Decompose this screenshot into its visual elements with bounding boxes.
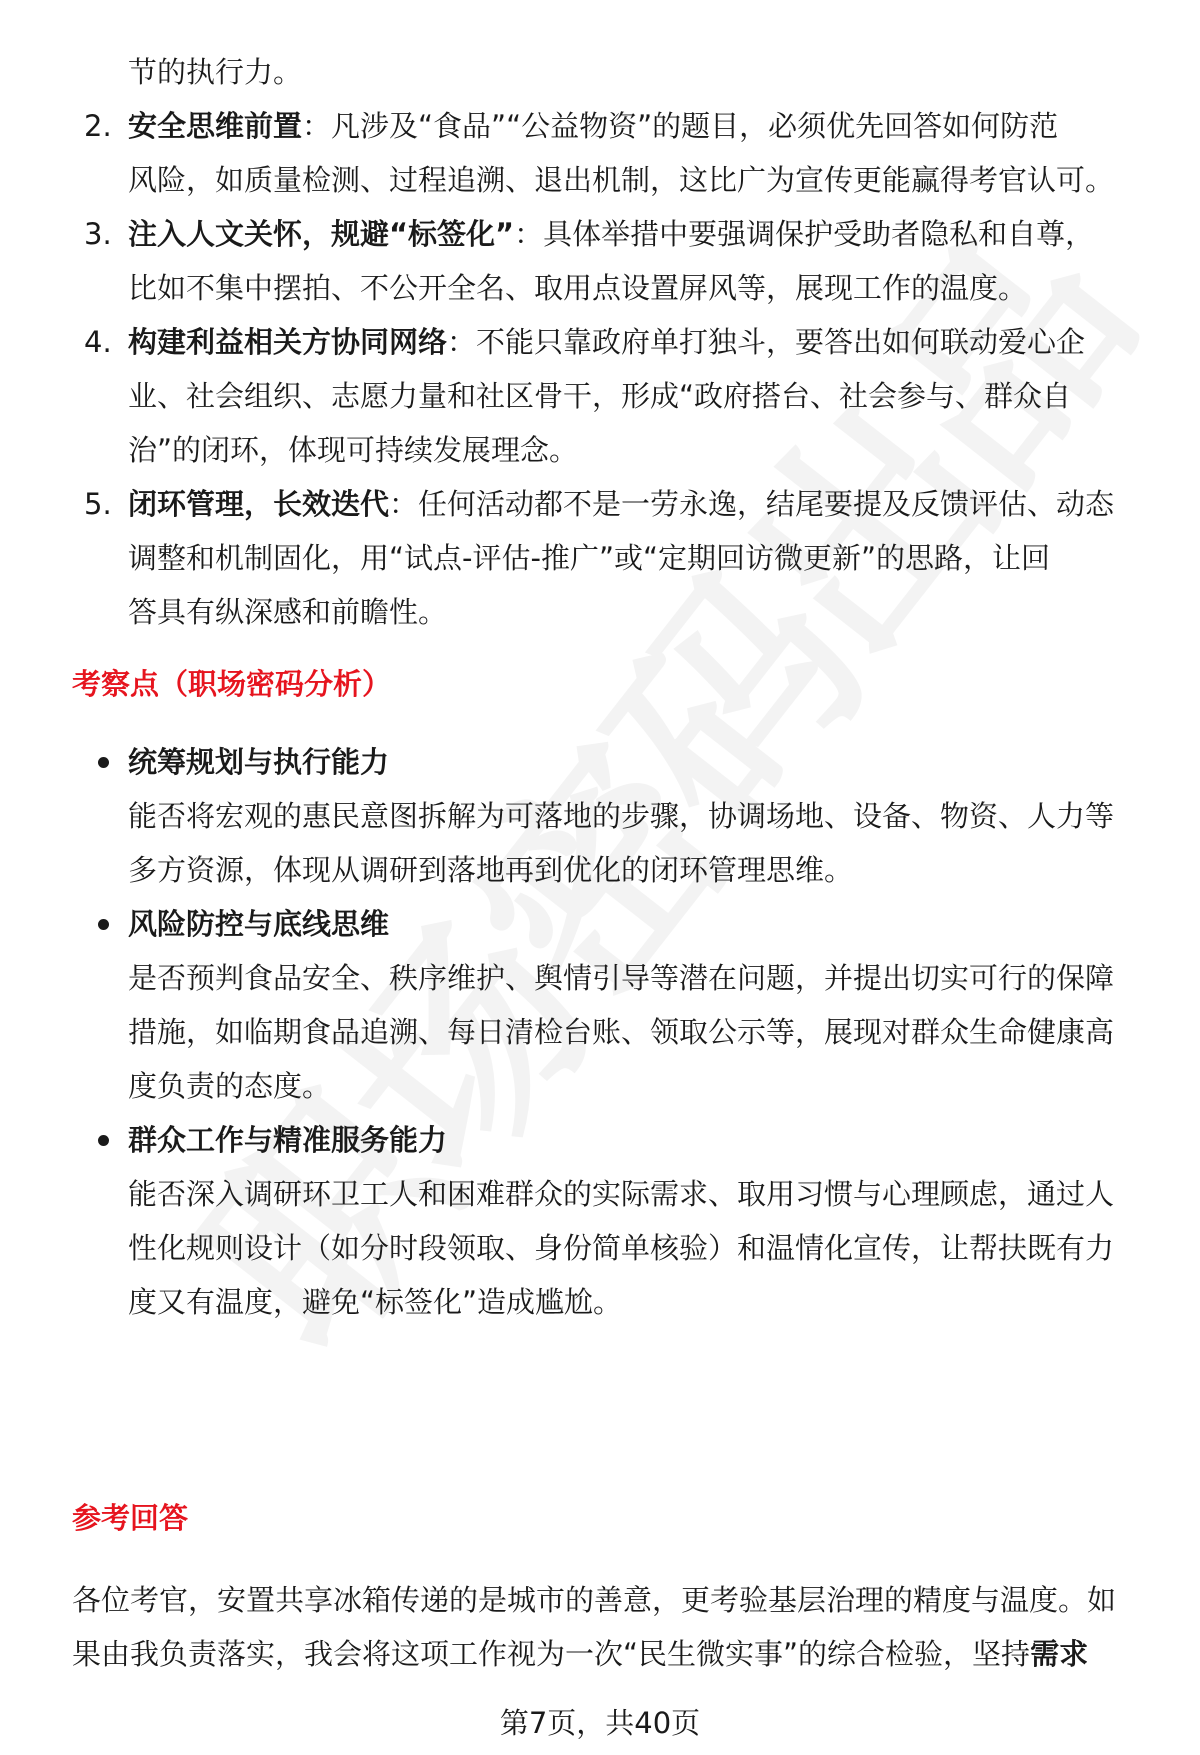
section-heading-exam-points: 考察点（职场密码分析）: [72, 667, 392, 701]
item-3-title: 注入人文关怀，规避“标签化”: [128, 217, 515, 251]
page-footer: 第7页，共40页: [499, 1706, 701, 1740]
answer-line-2: 果由我负责落实，我会将这项工作视为一次“民生微实事”的综合检验，坚持需求: [72, 1637, 1089, 1671]
item-2-title: 安全思维前置: [128, 109, 303, 143]
bullet-icon: [98, 1135, 109, 1146]
item-4-number: 4.: [84, 325, 112, 359]
bullet-3-line-3: 度又有温度，避免“标签化”造成尴尬。: [128, 1285, 623, 1319]
bullet-2-line-3: 度负责的态度。: [128, 1069, 332, 1103]
item-3-line-1: 注入人文关怀，规避“标签化”：具体举措中要强调保护受助者隐私和自尊，: [128, 217, 1095, 251]
bullet-3-line-2: 性化规则设计（如分时段领取、身份简单核验）和温情化宣传，让帮扶既有力: [128, 1231, 1115, 1265]
bullet-2-line-1: 是否预判食品安全、秩序维护、舆情引导等潜在问题，并提出切实可行的保障: [128, 961, 1115, 995]
bullet-1-line-1: 能否将宏观的惠民意图拆解为可落地的步骤，协调场地、设备、物资、人力等: [128, 799, 1115, 833]
bullet-2-title: 风险防控与底线思维: [128, 907, 390, 941]
item-4-line-2: 业、社会组织、志愿力量和社区骨干，形成“政府搭台、社会参与、群众自: [128, 379, 1072, 413]
bullet-3-line-1: 能否深入调研环卫工人和困难群众的实际需求、取用习惯与心理顾虑，通过人: [128, 1177, 1115, 1211]
item-1-tail: 节的执行力。: [128, 55, 303, 89]
item-2-line-1: 安全思维前置：凡涉及“食品”“公益物资”的题目，必须优先回答如何防范: [128, 109, 1059, 143]
bullet-1-title: 统筹规划与执行能力: [128, 745, 390, 779]
bullet-icon: [98, 919, 109, 930]
item-5-title: 闭环管理，长效迭代: [128, 487, 390, 521]
item-5-line-2: 调整和机制固化，用“试点-评估-推广”或“定期回访微更新”的思路，让回: [128, 541, 1051, 575]
answer-emphasis: 需求: [1030, 1637, 1089, 1671]
item-2-line-2: 风险，如质量检测、过程追溯、退出机制，这比广为宣传更能赢得考官认可。: [128, 163, 1115, 197]
item-4-line-1: 构建利益相关方协同网络：不能只靠政府单打独斗，要答出如何联动爱心企: [128, 325, 1086, 359]
item-4-title: 构建利益相关方协同网络: [128, 325, 448, 359]
item-2-number: 2.: [84, 109, 112, 143]
item-5-number: 5.: [84, 487, 112, 521]
bullet-3-title: 群众工作与精准服务能力: [128, 1123, 448, 1157]
item-5-line-3: 答具有纵深感和前瞻性。: [128, 595, 448, 629]
section-heading-reference-answer: 参考回答: [72, 1501, 189, 1535]
item-3-number: 3.: [84, 217, 112, 251]
bullet-1-line-2: 多方资源，体现从调研到落地再到优化的闭环管理思维。: [128, 853, 854, 887]
item-5-line-1: 闭环管理，长效迭代：任何活动都不是一劳永逸，结尾要提及反馈评估、动态: [128, 487, 1115, 521]
item-4-line-3: 治”的闭环，体现可持续发展理念。: [128, 433, 579, 467]
bullet-icon: [98, 757, 109, 768]
bullet-2-line-2: 措施，如临期食品追溯、每日清检台账、领取公示等，展现对群众生命健康高: [128, 1015, 1115, 1049]
item-3-line-2: 比如不集中摆拍、不公开全名、取用点设置屏风等，展现工作的温度。: [128, 271, 1028, 305]
answer-line-1: 各位考官，安置共享冰箱传递的是城市的善意，更考验基层治理的精度与温度。如: [72, 1583, 1117, 1617]
